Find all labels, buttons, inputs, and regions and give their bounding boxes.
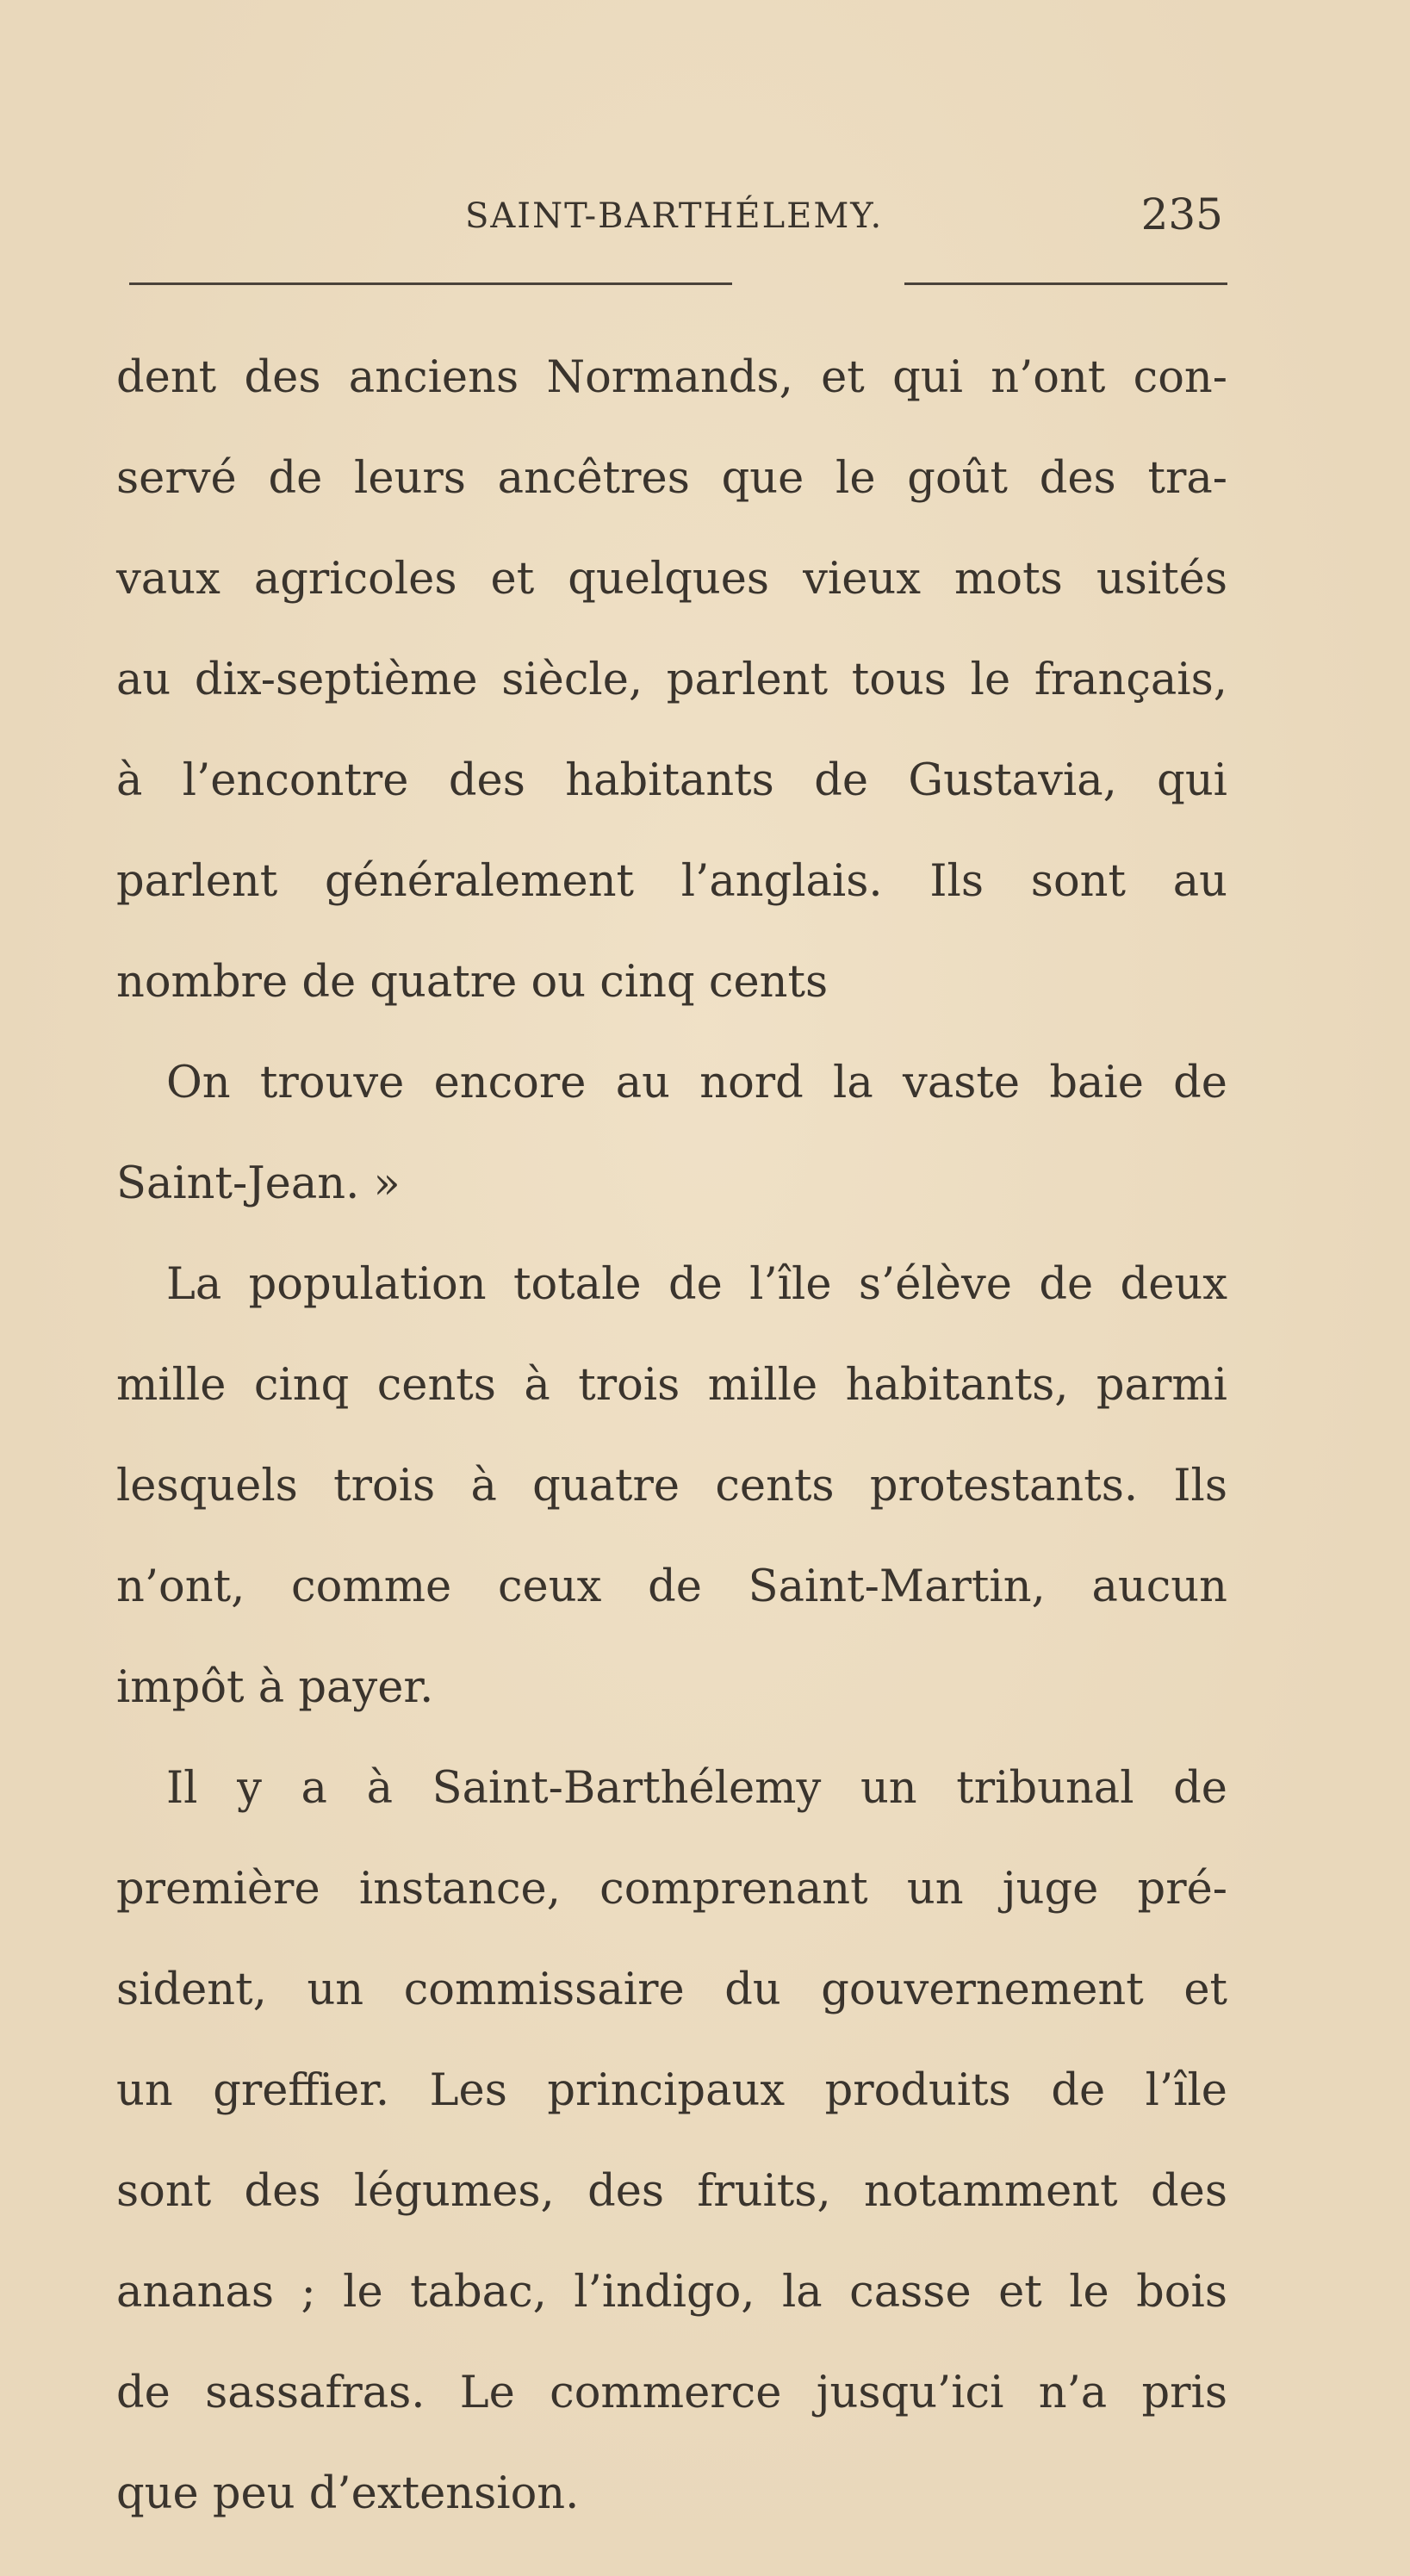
text-line: servé de leurs ancêtres que le goût des tra- xyxy=(116,453,1227,504)
text-line: parlent généralement l’anglais. Ils sont au xyxy=(116,856,1227,907)
text-line: impôt à payer. xyxy=(116,1662,434,1713)
page-number: 235 xyxy=(1140,189,1223,239)
page-header xyxy=(121,189,1223,258)
text-line: à l’encontre des habitants de Gustavia, qui xyxy=(116,755,1227,806)
text-line: On trouve encore au nord la vaste baie de xyxy=(166,1058,1227,1108)
text-line: mille cinq cents à trois mille habitants, parmi xyxy=(116,1360,1227,1411)
body-text xyxy=(116,327,1227,2544)
text-line: au dix-septième siècle, parlent tous le français, xyxy=(116,655,1227,705)
text-line: lesquels trois à quatre cents protestants. Ils xyxy=(116,1461,1227,1511)
text-line: vaux agricoles et quelques vieux mots usités xyxy=(116,554,1227,605)
text-line: première instance, comprenant un juge pré- xyxy=(116,1864,1227,1915)
text-line: dent des anciens Normands, et qui n’ont con- xyxy=(116,352,1227,403)
text-line: Il y a à Saint-Barthélemy un tribunal de xyxy=(166,1763,1227,1814)
text-line: que peu d’extension. xyxy=(116,2468,580,2519)
header-rule-left xyxy=(129,282,732,285)
text-line: sont des légumes, des fruits, notamment des xyxy=(116,2166,1227,2217)
text-line: un greffier. Les principaux produits de l’île xyxy=(116,2065,1227,2116)
text-line: ananas ; le tabac, l’indigo, la casse et le bois xyxy=(116,2267,1227,2318)
text-line: sident, un commissaire du gouvernement et xyxy=(116,1965,1227,2015)
text-line: n’ont, comme ceux de Saint-Martin, aucun xyxy=(116,1561,1227,1612)
text-line: Saint-Jean. » xyxy=(116,1158,401,1209)
header-rule-right xyxy=(904,282,1227,285)
text-line: de sassafras. Le commerce jusqu’ici n’a pris xyxy=(116,2368,1227,2418)
text-line: La population totale de l’île s’élève de deux xyxy=(166,1259,1227,1310)
running-title: SAINT-BARTHÉLEMY. xyxy=(465,196,884,236)
text-line: nombre de quatre ou cinq cents xyxy=(116,957,829,1008)
